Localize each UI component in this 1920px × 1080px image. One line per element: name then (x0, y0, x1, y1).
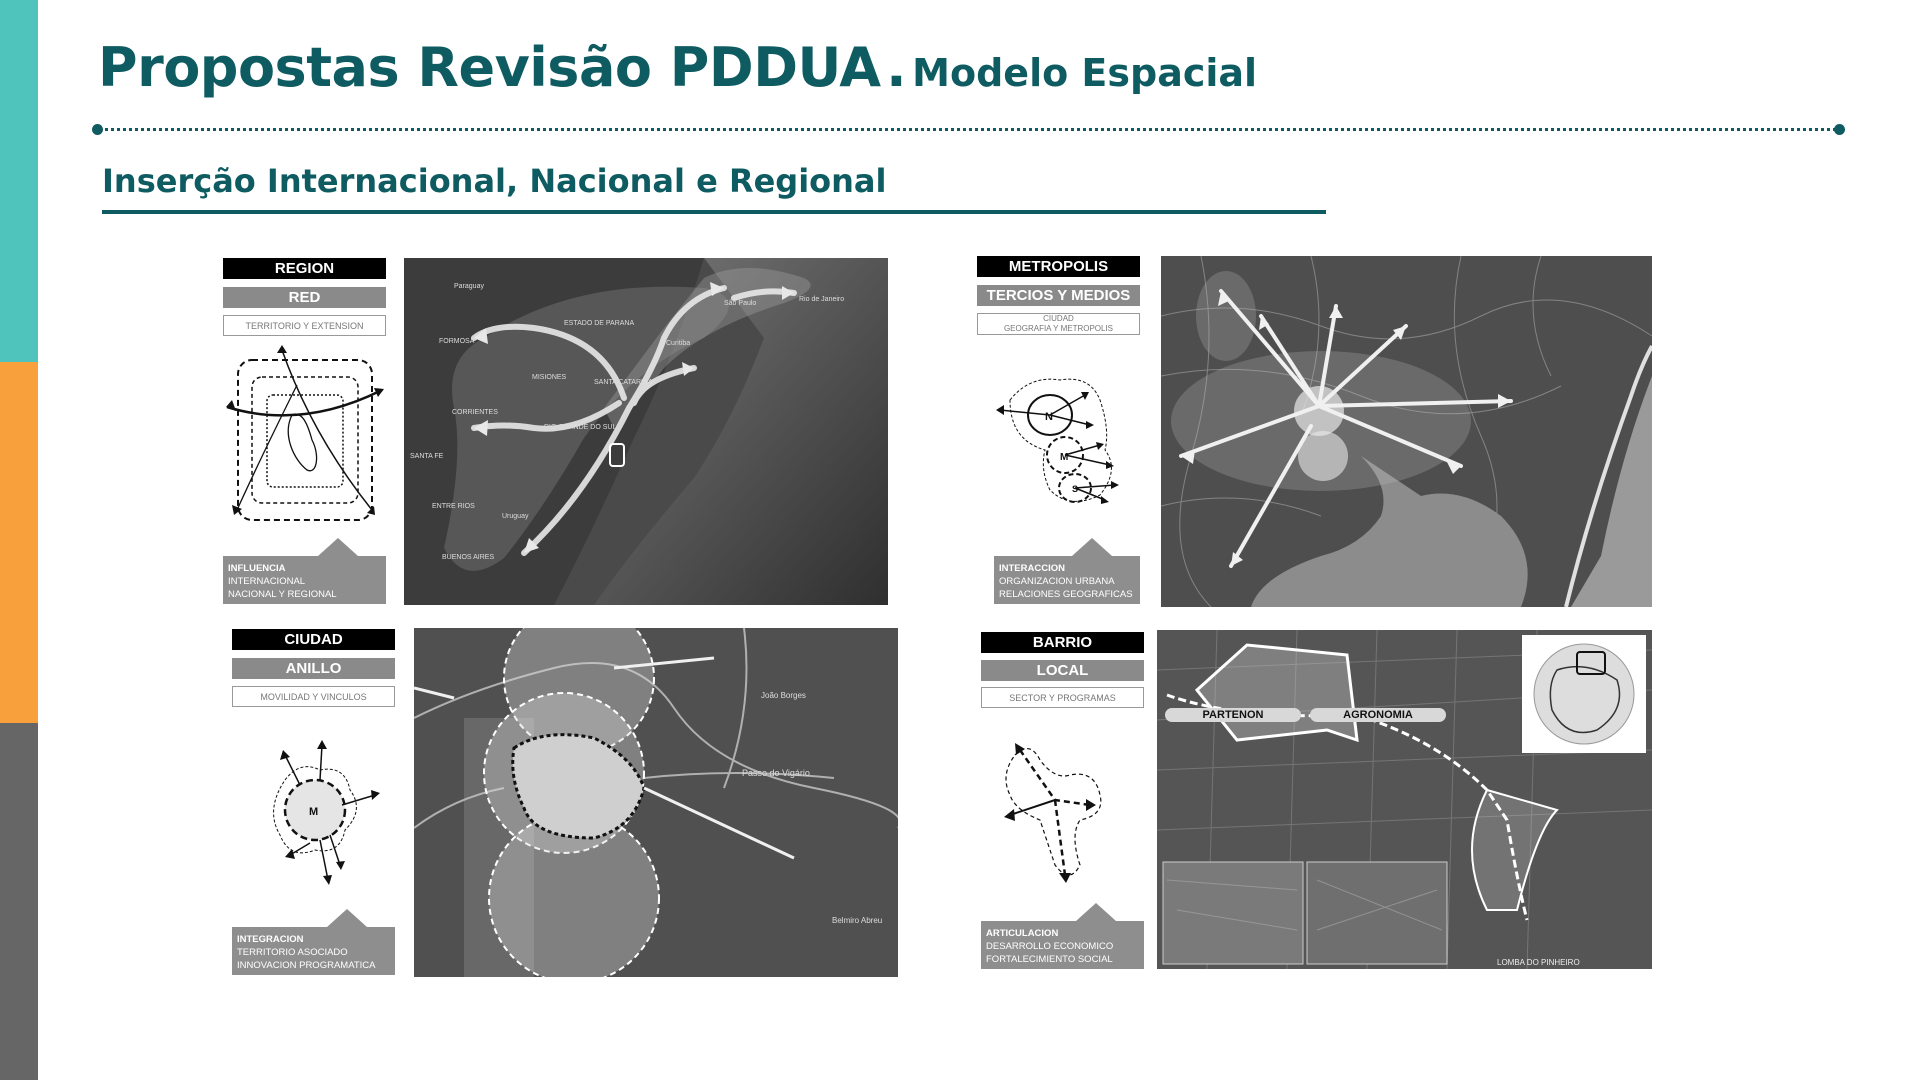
movilidad-label: MOVILIDAD Y VINCULOS (232, 686, 395, 707)
region-diagram (222, 345, 387, 525)
region-satellite-map (404, 258, 888, 605)
region-info-line-3: NACIONAL Y REGIONAL (228, 589, 337, 600)
map-label-entre-rios: ENTRE RIOS (432, 503, 475, 510)
map-label-belmiro-abreu: Belmiro Abreu (832, 916, 883, 925)
metropolis-info-box (994, 556, 1140, 604)
region-info-box (223, 556, 386, 604)
metropolis-label: METROPOLIS (977, 256, 1140, 277)
map-label-santa-catarina: SANTA CATARINA (594, 379, 653, 386)
map-label-rio-grande-do-sul: RIO GRANDE DO SUL (544, 424, 617, 431)
divider-dot-right (1834, 124, 1845, 135)
sidebar-teal-band (0, 0, 38, 362)
map-label-buenos-aires: BUENOS AIRES (442, 554, 495, 561)
barrio-info-line-1: ARTICULACION (986, 928, 1059, 939)
metropolis-diagram (990, 370, 1150, 510)
ciudad-info-line-1: INTEGRACION (237, 934, 304, 945)
page-title-main: Propostas Revisão PDDUA (98, 36, 881, 99)
partenon-tag: PARTENON (1165, 708, 1301, 722)
metropolis-info-line-2: ORGANIZACION URBANA (999, 576, 1115, 587)
geografia-sub-label: GEOGRAFIA Y METROPOLIS (1003, 324, 1114, 333)
map-label-uruguay: Uruguay (502, 513, 529, 520)
region-info-line-1: INFLUENCIA (228, 563, 286, 574)
barrio-info-box (981, 921, 1144, 969)
map-label-curitiba: Curitiba (666, 340, 691, 347)
barrio-satellite-map (1157, 630, 1652, 969)
tercios-label: TERCIOS Y MEDIOS (977, 285, 1140, 306)
svg-text:M: M (309, 806, 319, 818)
title-dotted-divider (98, 128, 1842, 131)
barrio-info-line-3: FORTALECIMIENTO SOCIAL (986, 954, 1113, 965)
region-info-line-2: INTERNACIONAL (228, 576, 306, 587)
svg-text:N: N (1045, 411, 1053, 423)
section-title: Inserção Internacional, Nacional e Regional (102, 162, 887, 200)
map-label-passo-do-vigario: Passo do Vigário (742, 768, 810, 778)
agronomia-tag: AGRONOMIA (1310, 708, 1446, 722)
divider-dot-left (92, 124, 103, 135)
metropolis-info-line-3: RELACIONES GEOGRAFICAS (999, 589, 1133, 600)
ciudad-satellite-map (414, 628, 898, 977)
page-title (98, 36, 1257, 99)
barrio-info-line-2: DESARROLLO ECONOMICO (986, 941, 1114, 952)
agronomia-inset-photo (1307, 862, 1447, 964)
map-label-misiones: MISIONES (532, 374, 567, 381)
map-label-lomba-do-pinheiro: LOMBA DO PINHEIRO (1497, 958, 1580, 967)
sidebar-gray-band (0, 723, 38, 1080)
map-label-rio-de-janeiro: Rio de Janeiro (799, 296, 845, 303)
page-title-sub: Modelo Espacial (912, 51, 1258, 95)
map-label-corrientes: CORRIENTES (452, 409, 498, 416)
red-label: RED (223, 287, 386, 308)
page-title-separator: . (886, 36, 907, 99)
barrio-diagram (1000, 735, 1110, 885)
map-label-joao-borges: João Borges (761, 691, 806, 700)
ciudad-info-line-3: INNOVACION PROGRAMATICA (237, 960, 376, 971)
barrio-label: BARRIO (981, 632, 1144, 653)
map-label-santa-fe: SANTA FE (410, 453, 444, 460)
ciudad-diagram (250, 735, 380, 885)
metropolis-satellite-map (1161, 256, 1652, 607)
map-label-parana: ESTADO DE PARANA (564, 320, 635, 327)
ciudad-label: CIUDAD (232, 629, 395, 650)
svg-text:M: M (1060, 452, 1069, 463)
region-label: REGION (223, 258, 386, 279)
map-label-sao-paulo: São Paulo (724, 300, 757, 307)
map-label-formosa: FORMOSA (439, 338, 475, 345)
territorio-label: TERRITORIO Y EXTENSION (223, 315, 386, 336)
partenon-inset-photo (1163, 862, 1303, 964)
ciudad-info-line-2: TERRITORIO ASOCIADO (237, 947, 348, 958)
ring-circle-south (489, 813, 659, 977)
metropolis-info-line-1: INTERACCION (999, 563, 1065, 574)
sector-label: SECTOR Y PROGRAMAS (981, 687, 1144, 708)
map-label-paraguay: Paraguay (454, 283, 484, 290)
anillo-label: ANILLO (232, 658, 395, 679)
ciudad-info-box (232, 927, 395, 975)
ciudad-geografia-label (977, 313, 1140, 335)
sidebar-orange-band (0, 362, 38, 723)
local-label: LOCAL (981, 660, 1144, 681)
section-underline (102, 210, 1326, 214)
ciudad-sub-label: CIUDAD (1043, 314, 1074, 323)
svg-text:S: S (1072, 484, 1079, 494)
